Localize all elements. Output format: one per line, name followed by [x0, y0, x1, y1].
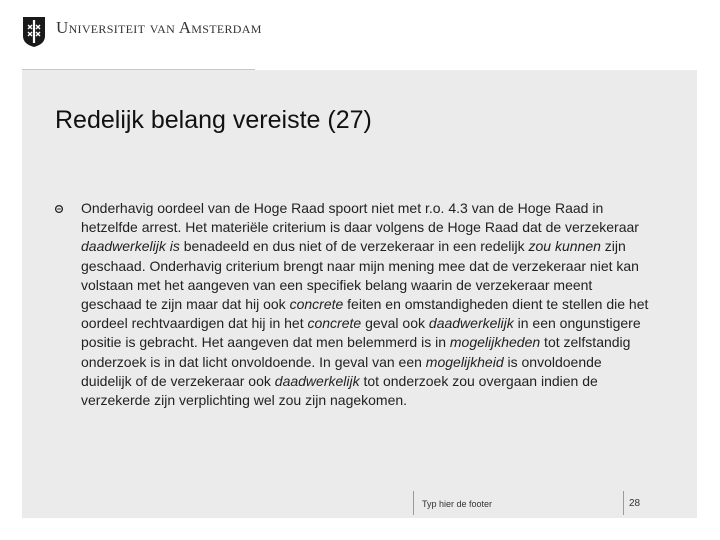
header — [0, 0, 720, 70]
body-emphasis: daadwerkelijk — [428, 315, 514, 332]
body-run: in een ongunstigere positie is gebracht. Het aangeven dat men belemmerd is in — [81, 315, 641, 351]
body-run: geval ook — [361, 315, 429, 332]
body-emphasis: daadwerkelijk — [274, 372, 360, 389]
university-name: Universiteit van Amsterdam — [56, 18, 262, 37]
uva-logo-icon — [22, 16, 46, 48]
body-emphasis: concrete — [307, 315, 362, 332]
body-run: is onvoldoende duidelijk of de verzekeraar ook — [81, 353, 602, 389]
footer-text: Typ hier de footer — [422, 499, 493, 509]
body-run: benadeeld en dus niet of de verzekeraar in een redelijk — [179, 238, 529, 255]
footer-divider-left — [413, 491, 414, 515]
body-emphasis: concrete — [289, 296, 344, 313]
body-run: zijn geschaad. Onderhavig criterium brengt naar mijn mening mee dat de verzekeraar niet kan volstaan met het aangeven van een specifiek belang waarin de verzekeraar meent geschaad te zijn maar dat hij ook — [81, 238, 639, 313]
body-emphasis: daadwerkelijk is — [81, 238, 180, 255]
body-run: tot zelfstandig onderzoek is in dat licht onvoldoende. In geval van een — [81, 334, 631, 370]
body-emphasis: mogelijkheden — [449, 334, 541, 351]
body-run: Onderhavig oordeel van de Hoge Raad spoort niet met r.o. 4.3 van de Hoge Raad in hetzelfde arrest. Het materiële criterium is daar volgens de Hoge Raad dat de verzekeraar — [81, 200, 639, 236]
body-emphasis: zou kunnen — [528, 238, 601, 255]
slide-body-text — [81, 199, 649, 410]
bullet-icon — [54, 204, 64, 214]
body-run: feiten en omstandigheden dient te stellen die het oordeel rechtvaardigen dat hij in het — [81, 296, 649, 332]
body-run: tot onderzoek zou overgaan indien de verzekerde zijn verplichting wel zou zijn nagekomen. — [81, 372, 598, 409]
footer-divider-right — [623, 491, 624, 515]
body-emphasis: mogelijkheid — [425, 353, 504, 370]
slide-title: Redelijk belang vereiste (27) — [55, 106, 372, 134]
page-number: 28 — [629, 498, 641, 509]
